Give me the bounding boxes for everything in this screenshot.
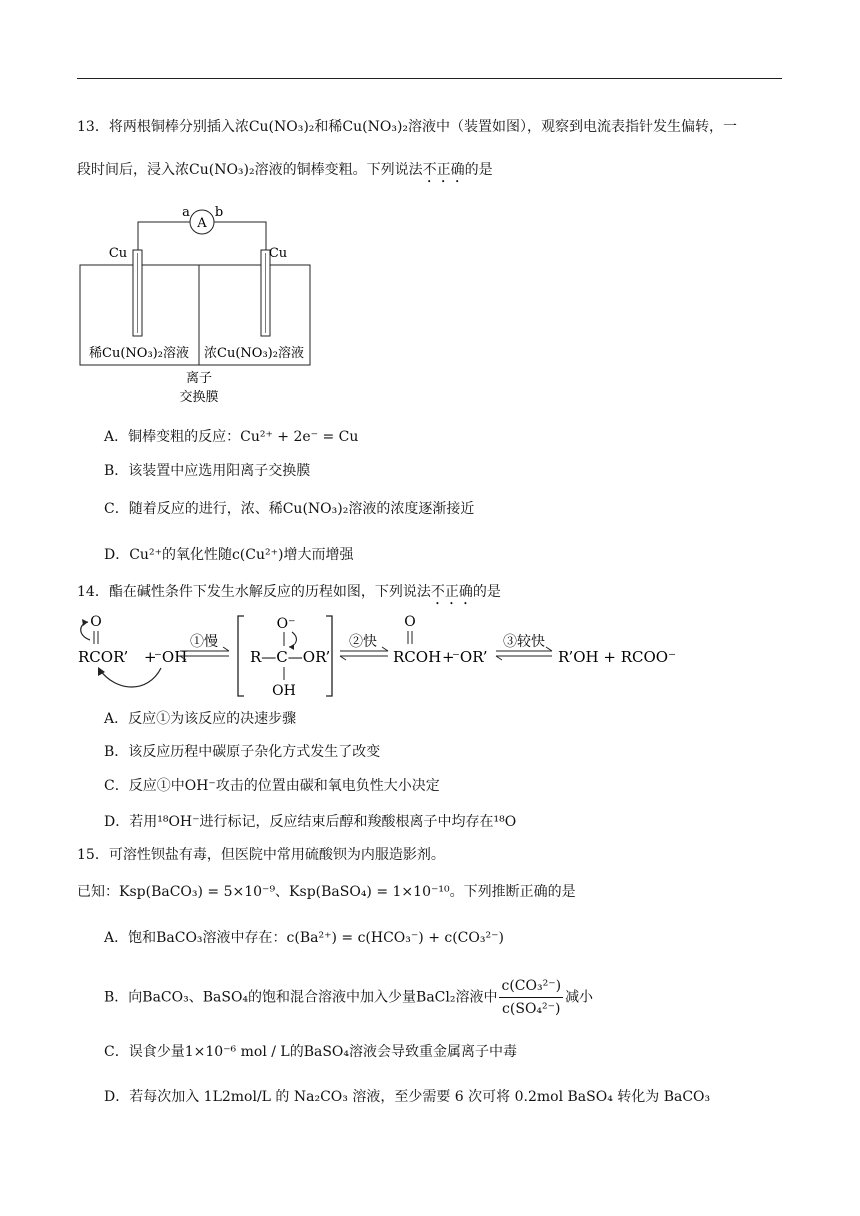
terminal-b: b [214,205,224,220]
q15-stem-line1: 15．可溶性钡盐有毒，但医院中常用硫酸钡为内服造影剂。 [77,847,445,863]
step1-label: ①慢 [190,634,218,650]
q13-stem-pre: 段时间后，浸入浓Cu(NO₃)₂溶液的铜棒变粗。下列说法 [77,162,423,178]
terminal-a: a [182,205,190,220]
left-solution-label: 稀Cu(NO₃)₂溶液 [89,346,189,361]
q13-option-d: D．Cu²⁺的氧化性随c(Cu²⁺)增大而增强 [104,547,354,563]
q14-option-d: D．若用¹⁸OH⁻进行标记，反应结束后醇和羧酸根离子中均存在¹⁸O [104,814,517,830]
q13-stem-emphasis: 不正确 [422,162,465,178]
q15-option-c: C．误食少量1×10⁻⁶ mol / L的BaSO₄溶液会导致重金属离子中毒 [104,1044,518,1060]
q15-option-d: D．若每次加入 1L2mol/L 的 Na₂CO₃ 溶液，至少需要 6 次可将 0.2mol BaSO₄ 转化为 BaCO₃ [104,1089,711,1105]
q14-option-a: A．反应①为该反应的决速步骤 [104,711,297,727]
q15-option-b-fraction [499,975,563,1020]
q15-option-b [104,975,593,1020]
q13-stem-line1: 13．将两根铜棒分别插入浓Cu(NO₃)₂和稀Cu(NO₃)₂溶液中（装置如图），观察到电流表指针发生偏转，一 [77,119,738,135]
step3-label: ③较快 [503,634,545,650]
fraction-numerator: c(CO₃²⁻) [499,975,563,998]
left-bracket [238,616,244,696]
q14-reaction-scheme [76,610,686,700]
q14-stem-emphasis: 不正确 [430,584,473,600]
q13-galvanic-cell-diagram [78,205,318,410]
q13-option-b: B．该装置中应选用阳离子交换膜 [104,463,311,479]
electron-arrow-attack [100,668,161,687]
final-products: R’OH + RCOO⁻ [558,648,677,666]
left-wire [138,222,190,260]
q13-option-a: A．铜棒变粗的反应：Cu²⁺ + 2e⁻ = Cu [104,429,359,445]
fraction-denominator: c(SO₄²⁻) [502,1001,561,1017]
q13-option-c: C．随着反应的进行，浓、稀Cu(NO₃)₂溶液的浓度逐渐接近 [104,501,475,517]
q14-option-c: C．反应①中OH⁻攻击的位置由碳和氧电负性大小决定 [104,778,440,794]
right-wire [214,222,266,260]
step2-label: ②快 [349,634,377,650]
membrane-label-line1: 离子 [185,371,213,386]
q14-option-b: B．该反应历程中碳原子杂化方式发生了改变 [104,744,381,760]
q15-option-a: A．饱和BaCO₃溶液中存在：c(Ba²⁺) = c(HCO₃⁻) + c(CO₃²⁻) [104,930,504,946]
right-electrode-label: Cu [268,246,288,261]
right-solution-label: 浓Cu(NO₃)₂溶液 [204,346,304,361]
plus-1: + [144,648,157,666]
q13-stem-line2 [77,160,493,186]
product-alkoxide: ⁻OR’ [452,648,488,666]
ammeter-label: A [197,216,207,231]
intermediate-top: O⁻ [276,616,296,632]
reactant-carbonyl-o: O [90,614,102,630]
intermediate-bottom: OH [272,683,296,699]
reactant-hydroxide: ⁻OH [154,648,188,666]
plus-2: + [442,648,455,666]
product-acid: RCOH [393,648,442,666]
header-rule [77,78,782,79]
electron-arrow-top [81,622,90,640]
q14-stem [77,582,501,608]
left-electrode-label: Cu [108,246,128,261]
reactant-ester: RCOR’ [78,648,129,666]
q14-stem-pre: 14．酯在碱性条件下发生水解反应的历程如图，下列说法 [77,584,431,600]
q14-stem-post: 的是 [472,584,501,600]
intermediate-chain: R—C—OR’ [250,648,331,666]
membrane-label-line2: 交换膜 [179,390,219,405]
q15-stem-line2: 已知：Ksp(BaCO₃) = 5×10⁻⁹、Ksp(BaSO₄) = 1×10⁻¹⁰。下列推断正确的是 [77,884,576,900]
q15-option-b-post: 减小 [565,989,594,1006]
q15-option-b-pre: B．向BaCO₃、BaSO₄的饱和混合溶液中加入少量BaCl₂溶液中 [104,989,498,1006]
q13-stem-post: 的是 [464,162,493,178]
product-carbonyl-o: O [404,614,416,630]
